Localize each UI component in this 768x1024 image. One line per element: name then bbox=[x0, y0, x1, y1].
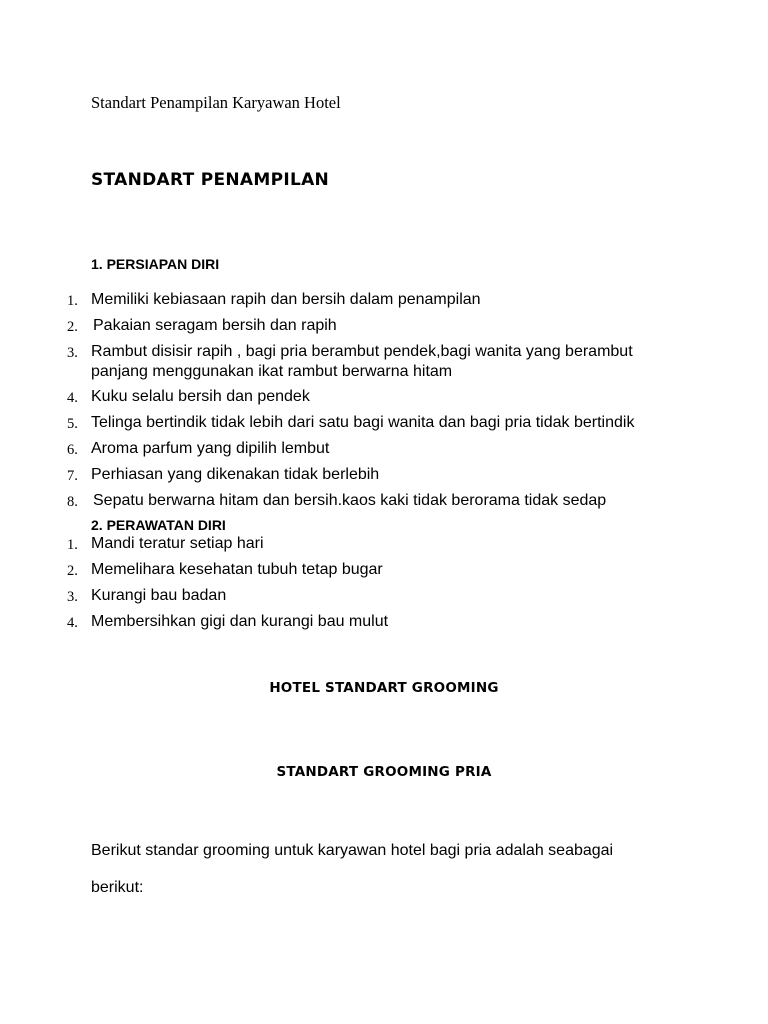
document-title: Standart Penampilan Karyawan Hotel bbox=[91, 93, 341, 112]
list-item-text: Telinga bertindik tidak lebih dari satu bagi wanita dan bagi pria tidak bertindik bbox=[91, 414, 635, 431]
list-item-text: Aroma parfum yang dipilih lembut bbox=[91, 440, 330, 457]
list-item-number: 3. bbox=[67, 345, 78, 361]
paragraph-line: berikut: bbox=[91, 879, 144, 896]
list-item-text: Rambut disisir rapih , bagi pria berambut pendek,bagi wanita yang berambut panjang menggunakan ikat rambut berwarna hitam bbox=[91, 343, 633, 380]
list-item-text: Memelihara kesehatan tubuh tetap bugar bbox=[91, 561, 383, 578]
list-item-text: Memiliki kebiasaan rapih dan bersih dalam penampilan bbox=[91, 291, 481, 308]
list-item-number: 4. bbox=[67, 615, 78, 631]
section-perawatan-diri-label: 2. PERAWATAN DIRI bbox=[91, 517, 226, 533]
list-item-number: 7. bbox=[67, 468, 78, 484]
list-item-number: 2. bbox=[67, 319, 78, 335]
list-item-number: 4. bbox=[67, 390, 78, 406]
list-item-number: 3. bbox=[67, 589, 78, 605]
list-item-text: Kuku selalu bersih dan pendek bbox=[91, 388, 310, 405]
paragraph-line: Berikut standar grooming untuk karyawan hotel bagi pria adalah seabagai bbox=[91, 842, 614, 859]
list-item-number: 5. bbox=[67, 416, 78, 432]
list-item-text: Mandi teratur setiap hari bbox=[91, 535, 264, 552]
list-item-number: 6. bbox=[67, 442, 78, 458]
list-item-text: Perhiasan yang dikenakan tidak berlebih bbox=[91, 466, 380, 483]
list-item-number: 8. bbox=[67, 494, 78, 510]
section-persiapan-diri-label: 1. PERSIAPAN DIRI bbox=[91, 256, 220, 272]
list-item-text: Kurangi bau badan bbox=[91, 587, 227, 604]
main-heading: STANDART PENAMPILAN bbox=[91, 170, 330, 190]
hotel-standart-grooming-heading: HOTEL STANDART GROOMING bbox=[269, 680, 499, 696]
list-item-text: Membersihkan gigi dan kurangi bau mulut bbox=[91, 613, 389, 630]
list-item-number: 1. bbox=[67, 537, 78, 553]
list-item-number: 1. bbox=[67, 293, 78, 309]
list-item-text: Pakaian seragam bersih dan rapih bbox=[93, 317, 337, 334]
standart-grooming-pria-heading: STANDART GROOMING PRIA bbox=[276, 764, 492, 780]
list-item-number: 2. bbox=[67, 563, 78, 579]
list-item-text: Sepatu berwarna hitam dan bersih.kaos kaki tidak berorama tidak sedap bbox=[93, 492, 607, 509]
